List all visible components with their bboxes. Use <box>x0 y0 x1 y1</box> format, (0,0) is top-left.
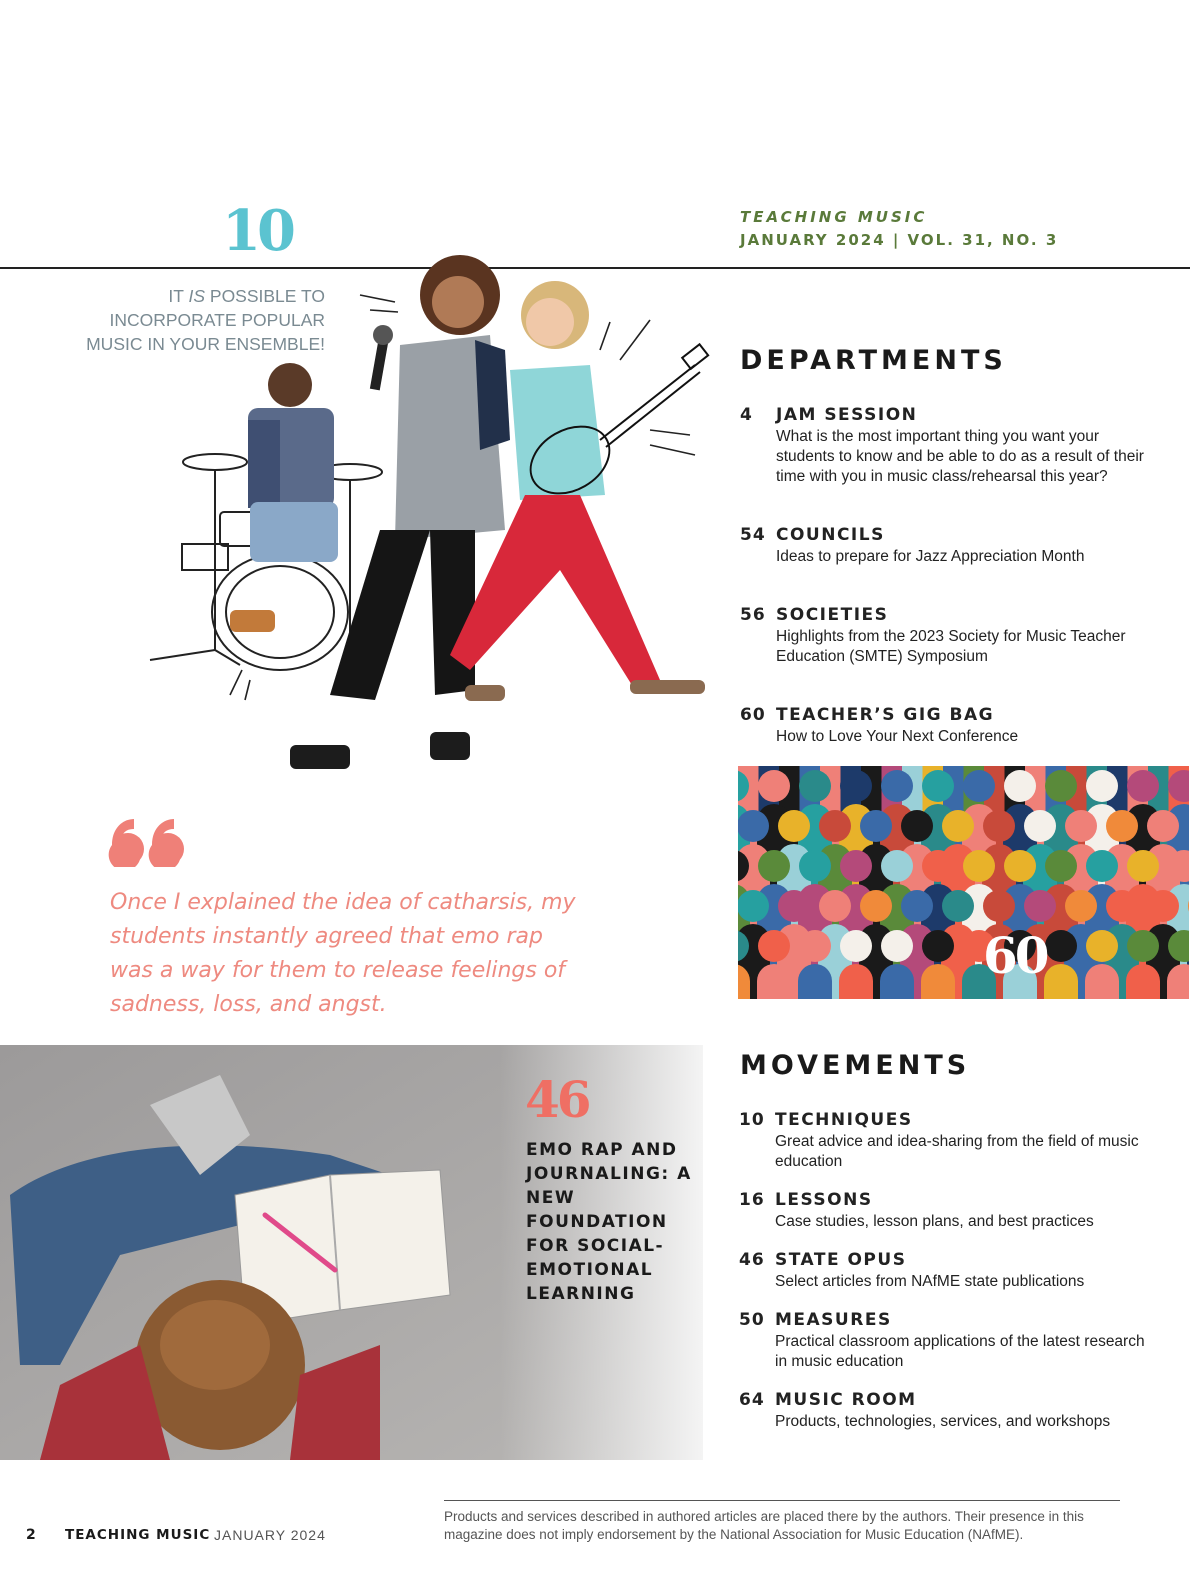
footer-magazine-name: TEACHING MUSIC <box>65 1527 211 1543</box>
teaser-top-page-number[interactable]: 10 <box>222 198 292 264</box>
item-page: 56 <box>740 605 766 625</box>
departments-heading: DEPARTMENTS <box>740 345 1007 376</box>
mosaic-page-number: 60 <box>983 926 1047 985</box>
item-title: MEASURES <box>775 1310 892 1330</box>
item-desc: Case studies, lesson plans, and best practices <box>775 1213 1094 1230</box>
item-title: SOCIETIES <box>776 605 889 625</box>
drummer-boy <box>230 363 338 632</box>
pull-quote: Once I explained the idea of catharsis, my students instantly agreed that emo rap was a way for them to release feelings of sadness, loss, and angst. <box>110 890 576 1017</box>
band-students-photo <box>130 240 720 780</box>
item-page: 54 <box>740 525 766 545</box>
item-title: MUSIC ROOM <box>775 1390 917 1410</box>
item-desc: Highlights from the 2023 Society for Music Teacher Education (SMTE) Symposium <box>776 628 1126 665</box>
item-title: TECHNIQUES <box>775 1110 913 1130</box>
item-page: 4 <box>740 405 753 425</box>
item-page: 60 <box>740 705 766 725</box>
item-desc: How to Love Your Next Conference <box>776 728 1019 745</box>
item-title: COUNCILS <box>776 525 885 545</box>
quote-mark-icon <box>108 815 188 867</box>
teaser-bottom-text[interactable]: EMO RAP AND JOURNALING: A NEW FOUNDATION FOR SOCIAL-EMOTIONAL LEARNING <box>526 1140 692 1304</box>
item-page: 10 <box>739 1110 765 1130</box>
item-desc: Ideas to prepare for Jazz Appreciation Month <box>776 548 1085 565</box>
people-mosaic-image[interactable] <box>738 766 1189 999</box>
item-title: LESSONS <box>775 1190 873 1210</box>
item-desc: Great advice and idea-sharing from the field of music education <box>775 1133 1139 1170</box>
item-title: TEACHER’S GIG BAG <box>776 705 995 725</box>
item-desc: What is the most important thing you want your students to know and be able to do as a result of their time with you in music class/rehearsal this year? <box>776 428 1144 485</box>
item-title: STATE OPUS <box>775 1250 907 1270</box>
item-desc: Products, technologies, services, and workshops <box>775 1413 1111 1430</box>
item-title: JAM SESSION <box>776 405 918 425</box>
item-page: 16 <box>739 1190 765 1210</box>
footer-page-number: 2 <box>26 1527 36 1543</box>
teaser-bottom-page-number[interactable]: 46 <box>525 1070 589 1129</box>
masthead-title: TEACHING MUSIC <box>740 208 928 226</box>
masthead-issue: JANUARY 2024 | VOL. 31, NO. 3 <box>740 231 1059 249</box>
teaser-top-text[interactable]: IT IS POSSIBLE TO INCORPORATE POPULAR MUSIC IN YOUR ENSEMBLE! <box>86 286 325 354</box>
footer-rule <box>444 1500 1120 1501</box>
item-desc: Practical classroom applications of the latest research in music education <box>775 1333 1145 1370</box>
item-desc: Select articles from NAfME state publications <box>775 1273 1085 1290</box>
footer-date: JANUARY 2024 <box>214 1527 326 1543</box>
movements-heading: MOVEMENTS <box>740 1050 971 1081</box>
people-mosaic <box>738 766 1189 999</box>
footer-disclaimer: Products and services described in authored articles are placed there by the authors. Their presence in this magazine does not imply endorsement by the National Association for Music Education (NAfME). <box>444 1509 1084 1542</box>
item-page: 46 <box>739 1250 765 1270</box>
item-page: 64 <box>739 1390 765 1410</box>
item-page: 50 <box>739 1310 765 1330</box>
